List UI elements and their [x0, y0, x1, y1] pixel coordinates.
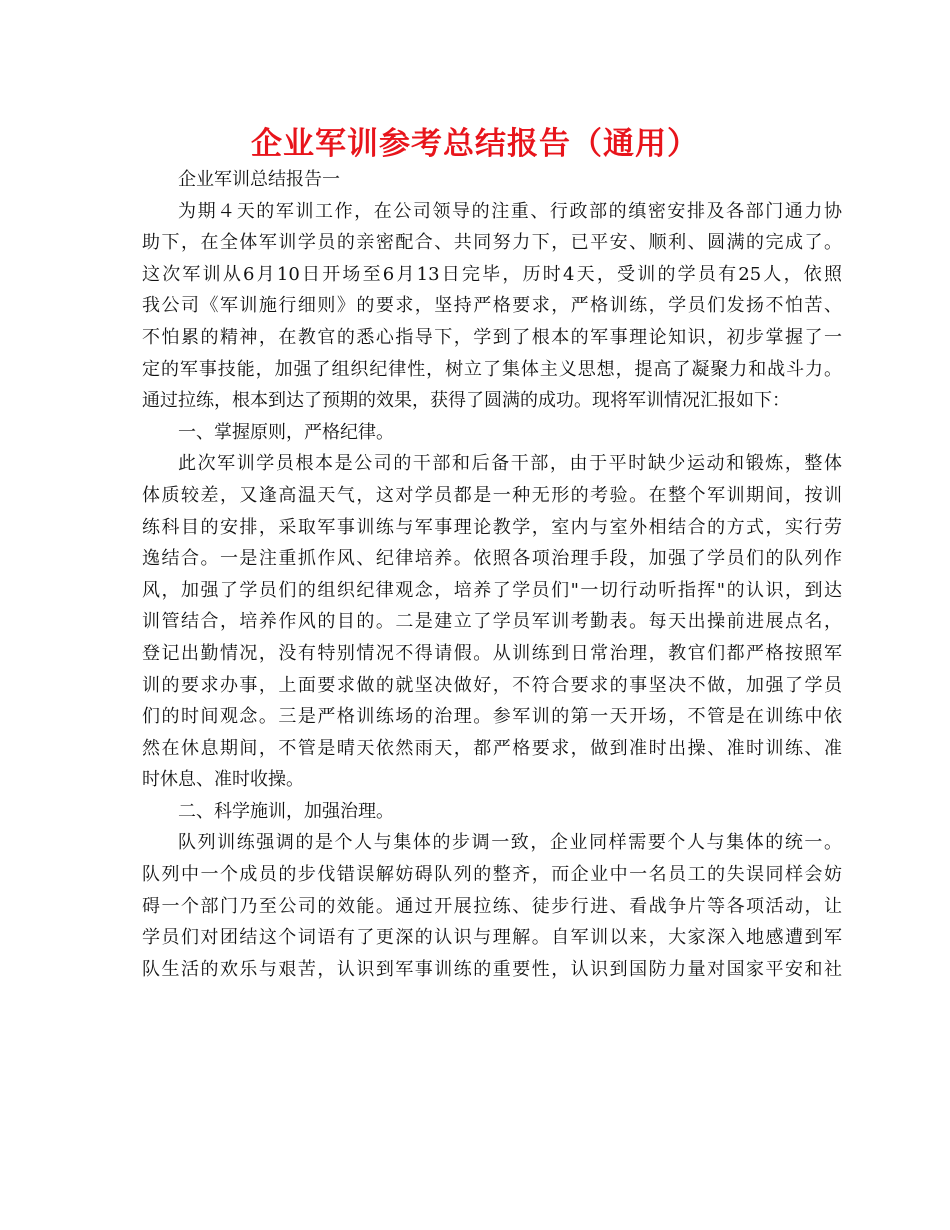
text-line: 此次军训学员根本是公司的干部和后备干部，由于平时缺少运动和锻炼，整体: [178, 453, 842, 475]
text-line: 训管结合，培养作风的目的。二是建立了学员军训考勤表。每天出操前进展点名，: [142, 611, 842, 633]
text-line: 时休息、准时收操。: [142, 769, 304, 791]
text-line: 企业军训总结报告一: [178, 169, 340, 190]
text-line: 们的时间观念。三是严格训练场的治理。参军训的第一天开场，不管是在训练中依: [142, 706, 842, 728]
text-line: 助下，在全体军训学员的亲密配合、共同努力下，已平安、顺利、圆满的完成了。: [142, 232, 842, 254]
text-line: 队列中一个成员的步伐错误解妨碍队列的整齐，而企业中一名员工的失误同样会妨: [142, 864, 842, 886]
text-line: 通过拉练，根本到达了预期的效果，获得了圆满的成功。现将军训情况汇报如下：: [142, 390, 790, 412]
text-line: 学员们对团结这个词语有了更深的认识与理解。自军训以来，大家深入地感遭到军: [142, 927, 842, 949]
text-line: 这次军训从6月10日开场至6月13日完毕，历时4天，受训的学员有25人，依照: [142, 263, 842, 285]
text-line: 为期４天的军训工作，在公司领导的注重、行政部的缜密安排及各部门通力协: [178, 200, 842, 222]
document-title: 企业军训参考总结报告（通用）: [251, 126, 699, 162]
text-line: 训的要求办事，上面要求做的就坚决做好，不符合要求的事坚决不做，加强了学员: [142, 674, 842, 696]
text-line: 风，加强了学员们的组织纪律观念，培养了学员们"一切行动听指挥"的认识，到达: [142, 579, 842, 601]
text-line: 二、科学施训，加强治理。: [178, 800, 394, 822]
text-line: 然在休息期间，不管是晴天依然雨天，都严格要求，做到准时出操、准时训练、准: [142, 737, 842, 759]
text-line: 体质较差，又逢高温天气，这对学员都是一种无形的考验。在整个军训期间，按训: [142, 484, 842, 506]
text-line: 定的军事技能，加强了组织纪律性，树立了集体主义思想，提高了凝聚力和战斗力。: [142, 358, 842, 380]
text-line: 练科目的安排，采取军事训练与军事理论教学，室内与室外相结合的方式，实行劳: [142, 516, 842, 538]
text-line: 逸结合。一是注重抓作风、纪律培养。依照各项治理手段，加强了学员们的队列作: [142, 548, 842, 570]
text-line: 队列训练强调的是个人与集体的步调一致，企业同样需要个人与集体的统一。: [178, 832, 842, 854]
text-line: 登记出勤情况，没有特别情况不得请假。从训练到日常治理，教官们都严格按照军: [142, 642, 842, 664]
text-line: 一、掌握原则，严格纪律。: [178, 421, 394, 443]
text-line: 队生活的欢乐与艰苦，认识到军事训练的重要性，认识到国防力量对国家平安和社: [142, 958, 842, 980]
text-line: 不怕累的精神，在教官的悉心指导下，学到了根本的军事理论知识，初步掌握了一: [142, 326, 842, 348]
text-line: 我公司《军训施行细则》的要求，坚持严格要求，严格训练，学员们发扬不怕苦、: [142, 295, 842, 317]
document-body: [142, 164, 842, 985]
text-line: 碍一个部门乃至公司的效能。通过开展拉练、徒步行进、看战争片等各项活动，让: [142, 895, 842, 917]
